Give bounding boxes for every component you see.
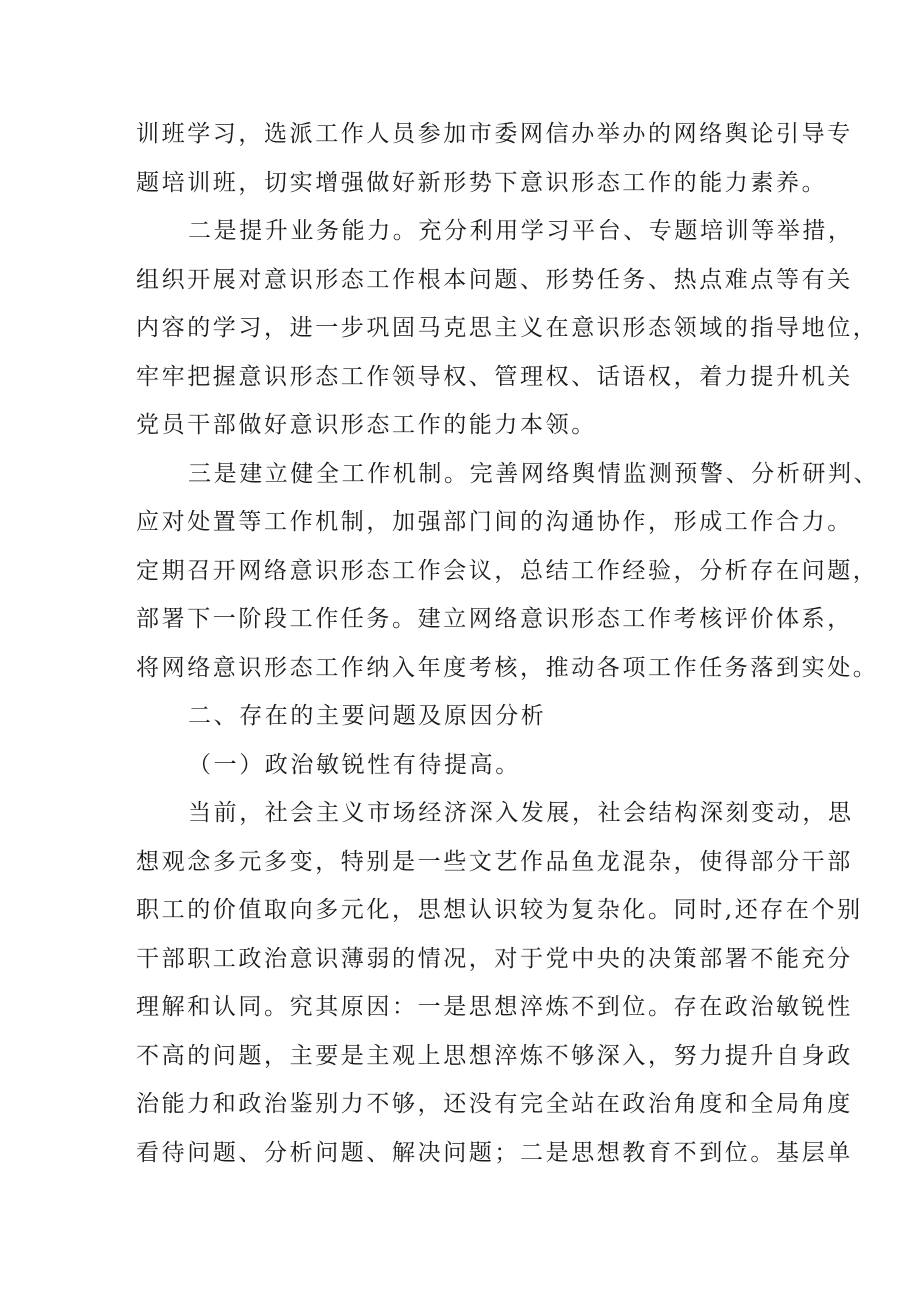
text-line: 当前，社会主义市场经济深入发展，社会结构深刻变动，思 — [188, 800, 854, 826]
text-line: 职工的价值取向多元化，思想认识较为复杂化。同时,还存在个别 — [136, 897, 863, 923]
text-line: 内容的学习，进一步巩固马克思主义在意识形态领域的指导地位， — [136, 315, 879, 341]
heading-line: （一）政治敏锐性有待提高。 — [188, 751, 521, 778]
text-line: 牢牢把握意识形态工作领导权、管理权、话语权，着力提升机关 — [136, 363, 853, 390]
text-line: 三是建立健全工作机制。完善网络舆情监测预警、分析研判、 — [188, 460, 880, 487]
text-line: 应对处置等工作机制，加强部门间的沟通协作，形成工作合力。 — [136, 509, 853, 535]
text-line: 训班学习，选派工作人员参加市委网信办举办的网络舆论引导专 — [136, 121, 853, 147]
section-heading — [136, 692, 800, 741]
text-line: 定期召开网络意识形态工作会议，总结工作经验，分析存在问题， — [136, 557, 879, 584]
text-line: 干部职工政治意识薄弱的情况，对于党中央的决策部署不能充分 — [136, 945, 853, 972]
paragraph-work-mechanism — [136, 450, 880, 693]
subsection-heading — [136, 741, 800, 790]
paragraph-continuation — [136, 110, 853, 207]
document-body — [136, 110, 880, 1177]
text-line: 理解和认同。究其原因：一是思想淬炼不到位。存在政治敏锐性 — [136, 994, 853, 1020]
paragraph-political-sensitivity — [136, 789, 863, 1177]
text-line: 组织开展对意识形态工作根本问题、形势任务、热点难点等有关 — [136, 266, 853, 293]
text-line: 将网络意识形态工作纳入年度考核，推动各项工作任务落到实处。 — [136, 654, 879, 681]
text-line: 部署下一阶段工作任务。建立网络意识形态工作考核评价体系， — [136, 606, 853, 632]
text-line: 二是提升业务能力。充分利用学习平台、专题培训等举措， — [188, 218, 854, 244]
text-line: 治能力和政治鉴别力不够，还没有完全站在政治角度和全局角度 — [136, 1091, 853, 1117]
paragraph-business-ability — [136, 207, 879, 450]
text-line: 不高的问题，主要是主观上思想淬炼不够深入，努力提升自身政 — [136, 1042, 853, 1069]
text-line: 题培训班，切实增强做好新形势下意识形态工作的能力素养。 — [136, 169, 828, 196]
text-line: 党员干部做好意识形态工作的能力本领。 — [136, 412, 597, 438]
heading-line: 二、存在的主要问题及原因分析 — [188, 703, 547, 729]
text-line: 看待问题、分析问题、解决问题；二是思想教育不到位。基层单 — [136, 1139, 853, 1166]
text-line: 想观念多元多变，特别是一些文艺作品鱼龙混杂，使得部分干部 — [136, 848, 853, 875]
